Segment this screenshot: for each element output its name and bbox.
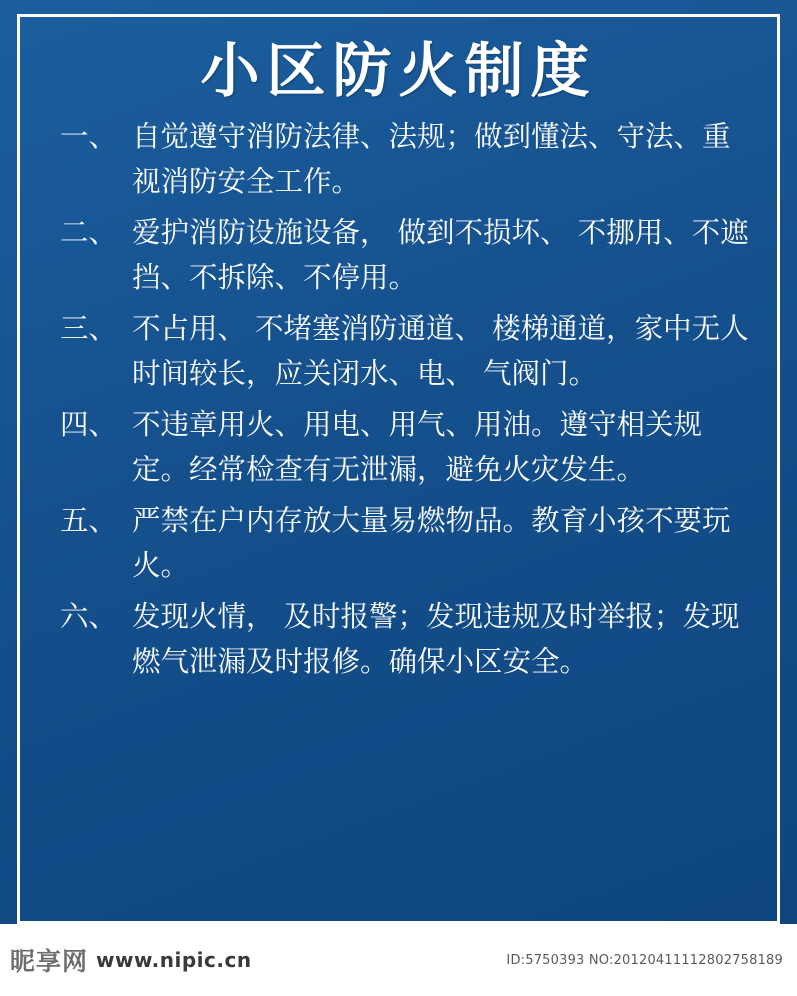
- rule-text: 不违章用火、用电、用气、用油。遵守相关规定。经常检查有无泄漏，避免火灾发生。: [132, 408, 703, 487]
- list-item: [60, 594, 749, 684]
- rules-list: [34, 114, 763, 684]
- watermark-footer: [0, 924, 797, 996]
- list-item: [60, 498, 749, 588]
- rule-number: 二、: [60, 215, 118, 249]
- list-item: [60, 306, 749, 396]
- rule-number: 六、: [60, 600, 118, 634]
- rule-number: 一、: [60, 119, 118, 153]
- rule-text: 不占用、 不堵塞消防通道、 楼梯通道，家中无人时间较长，应关闭水、电、 气阀门。: [132, 312, 749, 391]
- list-item: [60, 402, 749, 492]
- rule-text: 发现火情， 及时报警；发现违规及时举报；发现燃气泄漏及时报修。确保小区安全。: [132, 600, 740, 679]
- brand: [10, 942, 252, 978]
- rule-text: 爱护消防设施设备， 做到不损坏、 不挪用、不遮挡、不拆除、不停用。: [132, 215, 749, 294]
- rule-number: 三、: [60, 312, 118, 345]
- list-item: [60, 210, 749, 300]
- page-title: 小区防火制度: [200, 36, 597, 105]
- rule-text: 严禁在户内存放大量易燃物品。教育小孩不要玩火。: [132, 504, 731, 583]
- rule-number: 四、: [60, 408, 118, 442]
- list-item: [60, 114, 749, 204]
- rule-text: 自觉遵守消防法律、法规；做到懂法、守法、重视消防安全工作。: [132, 119, 731, 198]
- site-url: www.nipic.cn: [96, 948, 252, 972]
- image-id-label: ID:5750393 NO:20120411112802758189: [506, 952, 783, 968]
- rule-number: 五、: [60, 504, 118, 538]
- site-logo: 昵享网: [10, 947, 89, 976]
